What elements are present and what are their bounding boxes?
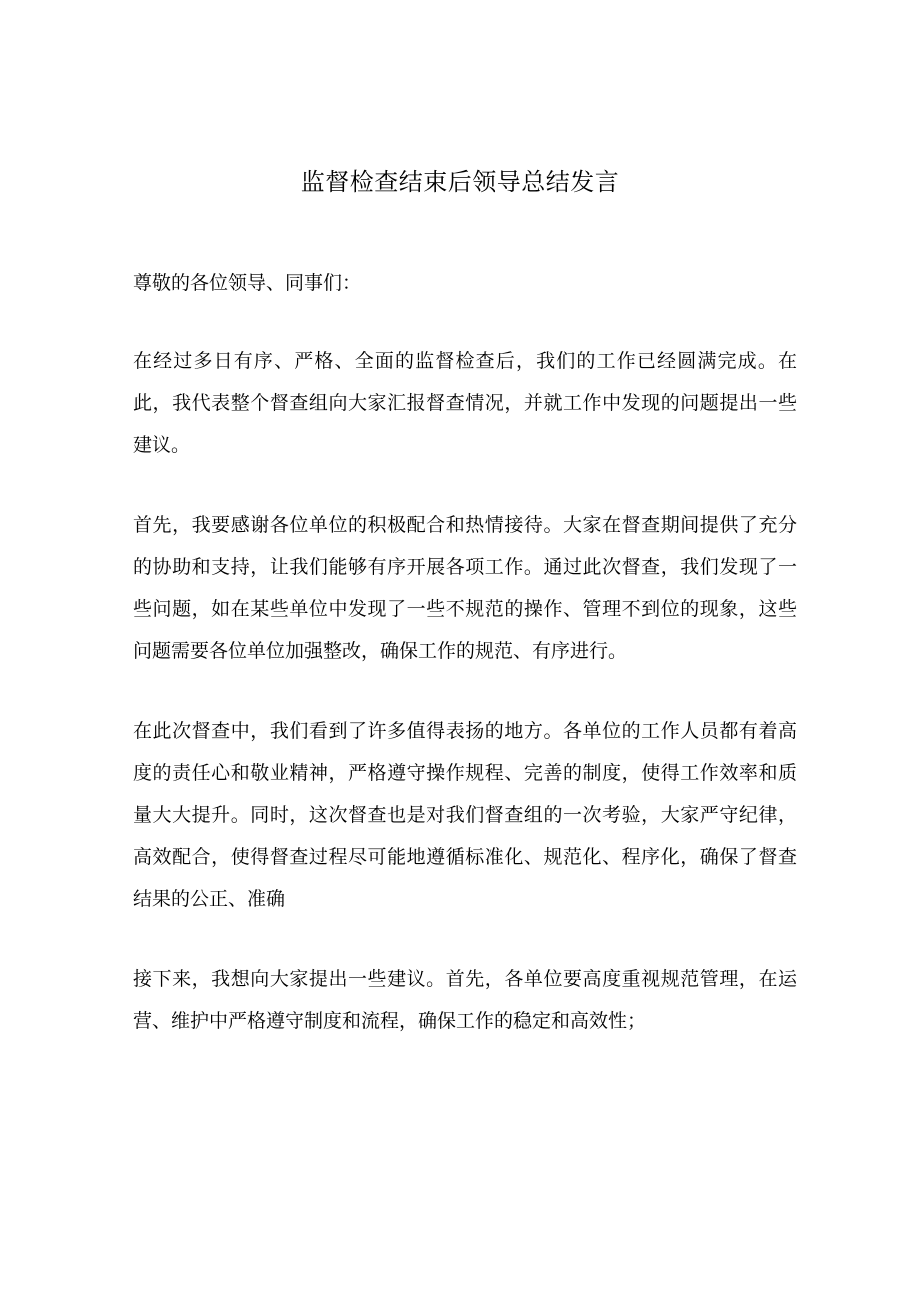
- paragraph-suggestions: 接下来，我想向大家提出一些建议。首先，各单位要高度重视规范管理，在运营、维护中严格遵守制度和流程，确保工作的稳定和高效性；: [133, 968, 797, 1032]
- paragraph-praise: 在此次督查中，我们看到了许多值得表扬的地方。各单位的工作人员都有着高度的责任心和敬业精神，严格遵守操作规程、完善的制度，使得工作效率和质量大大提升。同时，这次督查也是对我们督查组的一次考验，大家严守纪律，高效配合，使得督查过程尽可能地遵循标准化、规范化、程序化，确保了督查结果的公正、准确: [133, 720, 797, 910]
- paragraph-intro: 在经过多日有序、严格、全面的监督检查后，我们的工作已经圆满完成。在此，我代表整个督查组向大家汇报督查情况，并就工作中发现的问题提出一些建议。: [133, 350, 797, 456]
- document-title: 监督检查结束后领导总结发言: [300, 168, 620, 196]
- paragraph-thanks: 首先，我要感谢各位单位的积极配合和热情接待。大家在督查期间提供了充分的协助和支持，让我们能够有序开展各项工作。通过此次督查，我们发现了一些问题，如在某些单位中发现了一些不规范的操作、管理不到位的现象，这些问题需要各位单位加强整改，确保工作的规范、有序进行。: [133, 514, 797, 662]
- salutation: 尊敬的各位领导、同事们：: [133, 272, 362, 294]
- document-body: [133, 262, 797, 1080]
